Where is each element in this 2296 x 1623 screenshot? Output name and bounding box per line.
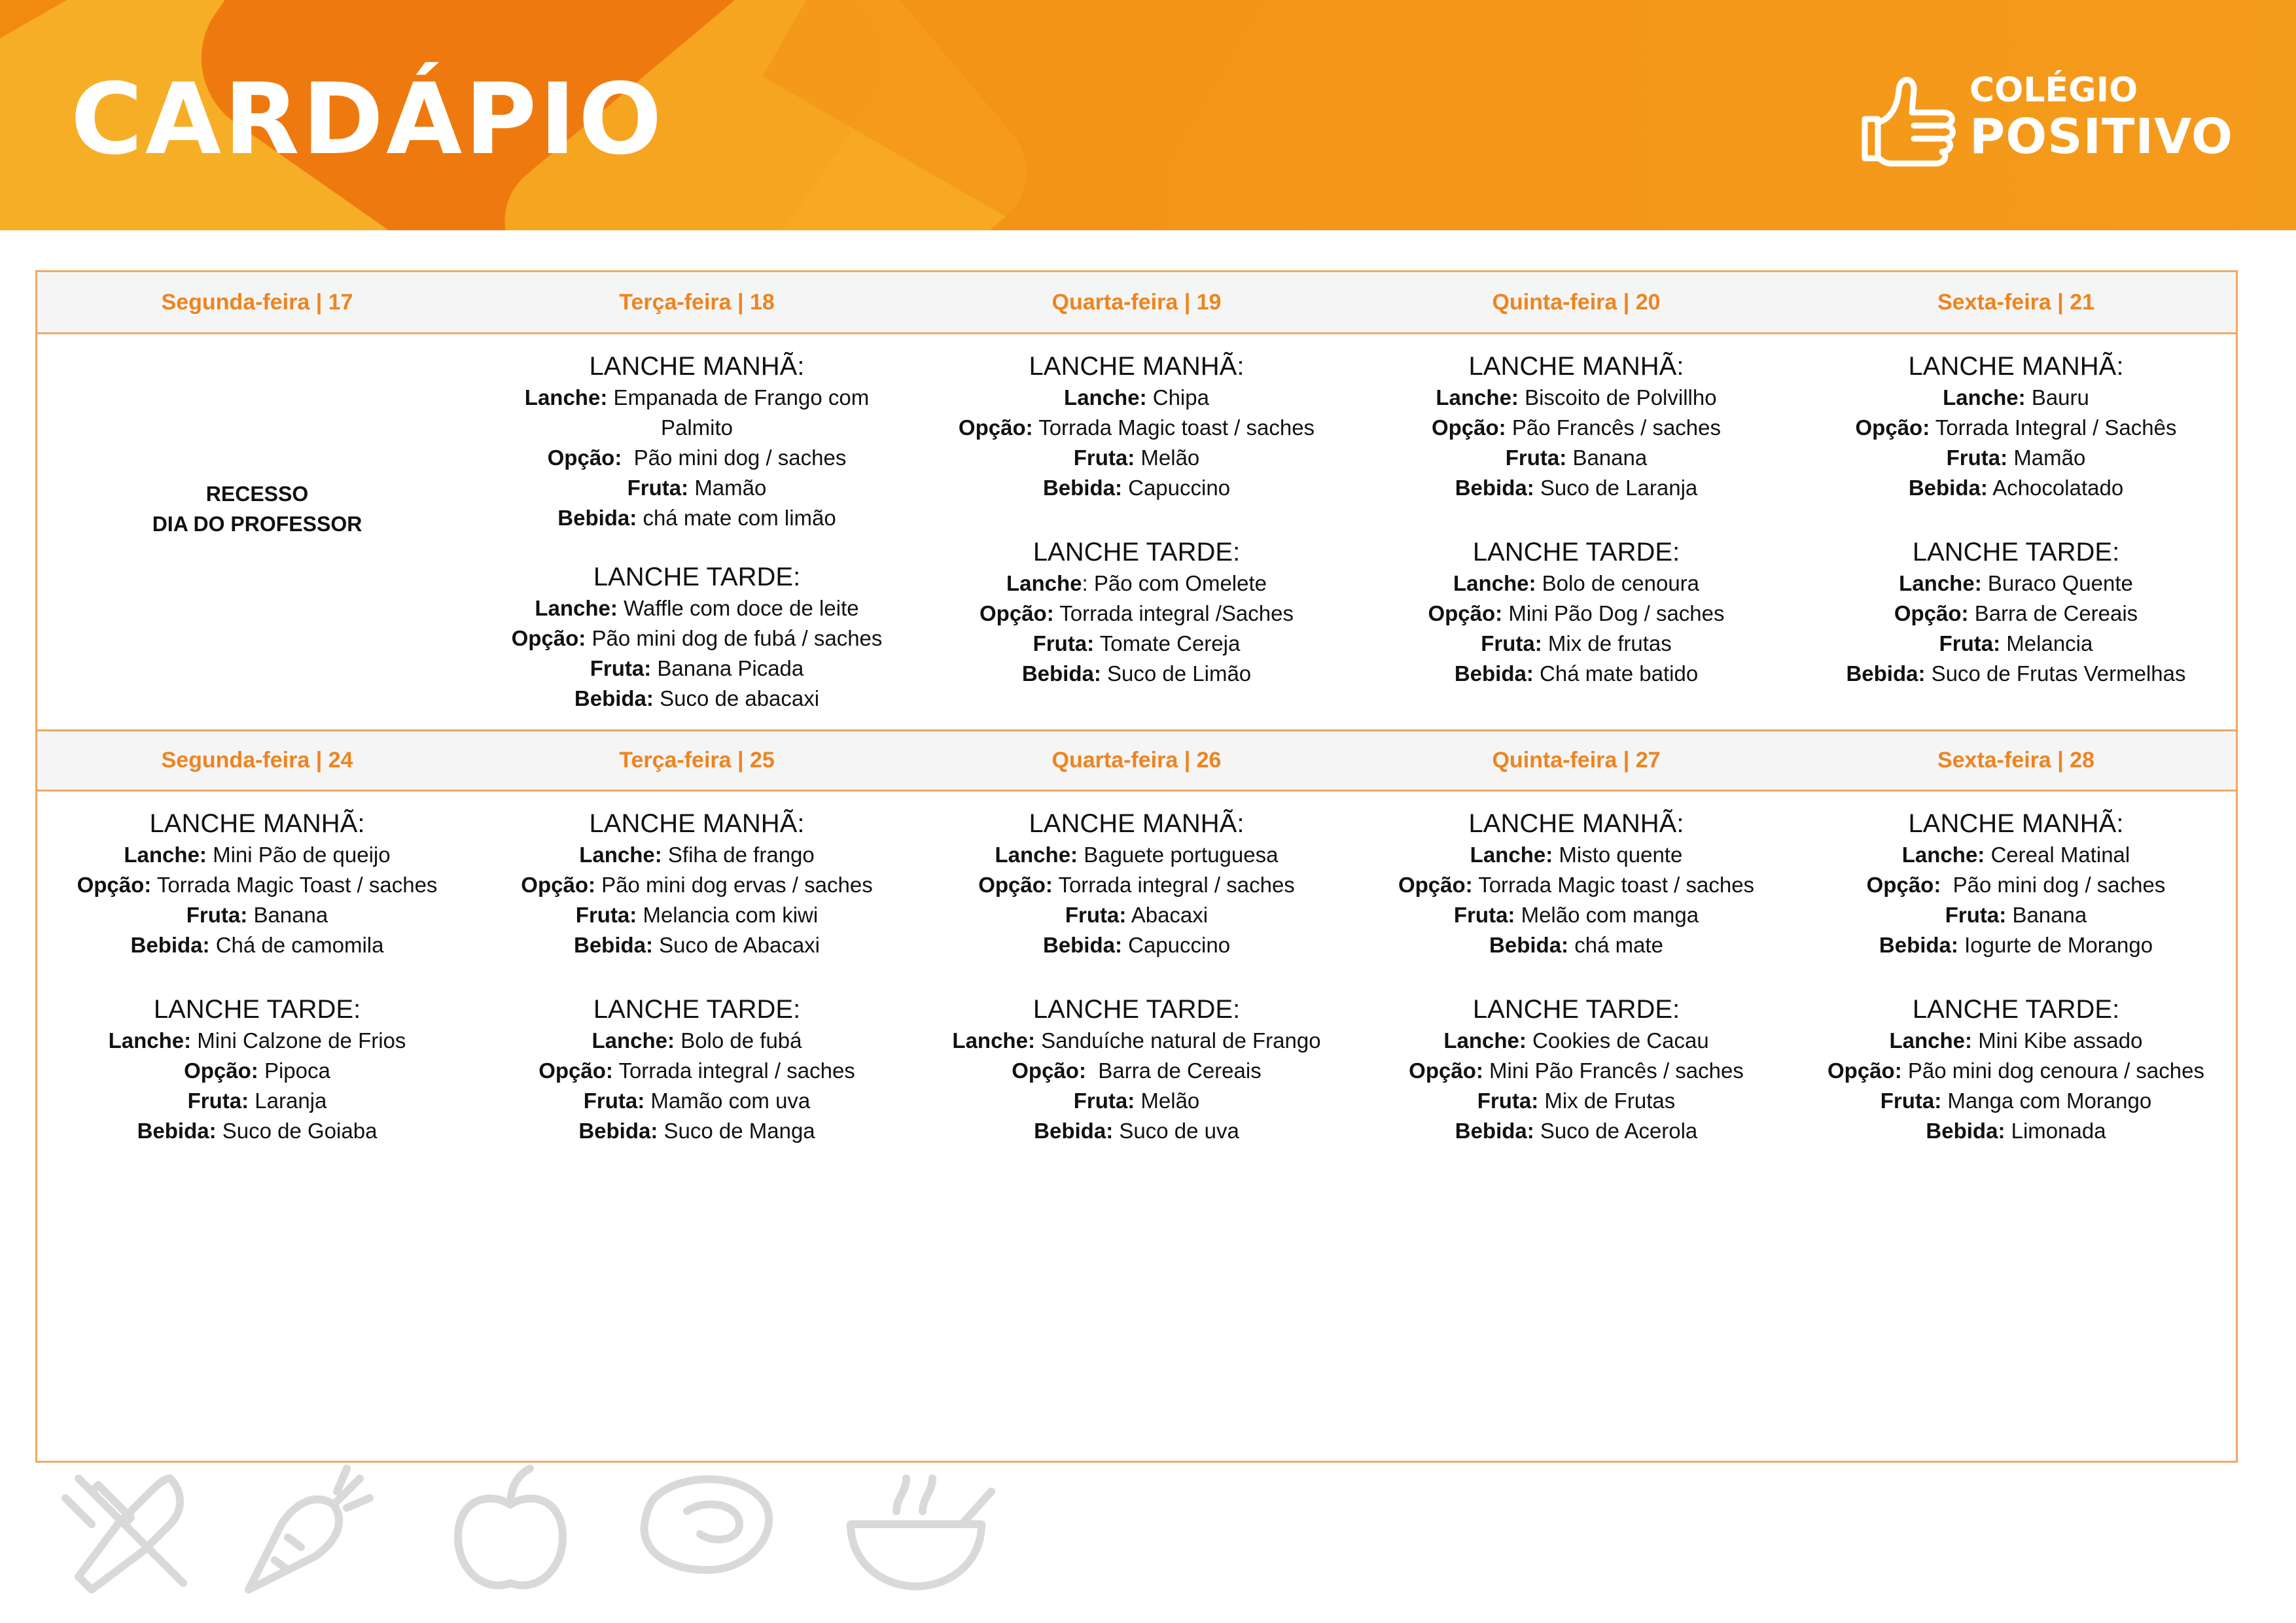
snack-line: Lanche: Bolo de fubá [592,1028,802,1053]
footer-food-icons [46,1459,1027,1609]
recess-reason: DIA DO PROFESSOR [152,512,362,536]
menu-cell-tue-18 [477,334,917,729]
day-header: Sexta-feira | 21 [1937,289,2095,315]
option-line: Opção: Torrada Integral / Sachês [1855,415,2177,440]
drink-line: Bebida: Chá de camomila [130,933,384,957]
fruit-line: Fruta: Melancia [1939,631,2093,655]
option-line: Opção: Torrada Magic toast / saches [1398,873,1755,897]
morning-snack-title: LANCHE MANHÃ: [589,809,805,838]
menu-cell-mon-24 [37,792,477,1459]
drink-line: Bebida: Suco de uva [1034,1119,1239,1143]
day-header: Segunda-feira | 17 [161,289,353,315]
fruit-line: Fruta: Banana [1945,903,2087,927]
fruit-line: Fruta: Laranja [187,1089,327,1113]
menu-cell-fri-21 [1796,334,2236,729]
morning-snack-title: LANCHE MANHÃ: [1908,352,2124,381]
fruit-line: Fruta: Melão [1073,445,1200,470]
snack-line: Lanche: Mini Calzone de Frios [108,1028,406,1053]
header-banner [0,0,2296,230]
snack-line: Lanche: Bauru [1943,385,2089,410]
cutlery-icon [52,1459,209,1603]
option-line: Opção: Barra de Cereais [1894,601,2138,625]
morning-snack-title: LANCHE MANHÃ: [589,352,805,381]
snack-line: Lanche: Biscoito de Polvillho [1436,385,1717,410]
fruit-line: Fruta: Banana Picada [590,656,804,680]
afternoon-snack-title: LANCHE TARDE: [1912,538,2120,567]
menu-cell-thu-27 [1356,792,1796,1459]
drink-line: Bebida: Suco de Acerola [1455,1119,1698,1143]
option-line: Opção: Mini Pão Dog / saches [1428,601,1725,625]
day-header: Terça-feira | 18 [619,289,775,315]
option-line: Opção: Pão mini dog de fubá / saches [511,626,883,650]
afternoon-snack-title: LANCHE TARDE: [1472,995,1680,1024]
option-line: Opção: Pão mini dog cenoura / saches [1828,1058,2204,1083]
morning-snack-title: LANCHE MANHÃ: [1908,809,2124,838]
drink-line: Bebida: Achocolatado [1908,476,2124,500]
bowl-icon [831,1459,1001,1603]
fruit-line: Fruta: Manga com Morango [1880,1089,2152,1113]
week1-content [37,334,2236,729]
drink-line: Bebida: Chá mate batido [1454,661,1699,686]
snack-line: Lanche: Pão com Omelete [1006,571,1267,595]
option-line: Opção: Torrada Magic Toast / saches [77,873,438,897]
week1-day-header [37,272,2236,334]
drink-line: Bebida: Capuccino [1042,476,1231,500]
morning-snack-title: LANCHE MANHÃ: [1029,809,1245,838]
logo-text-top: COLÉGIO [1969,71,2138,110]
drink-line: Bebida: Suco de Goiaba [137,1119,378,1143]
snack-line: Lanche: Cereal Matinal [1901,843,2130,867]
week2-day-header [37,729,2236,792]
afternoon-snack-title: LANCHE TARDE: [1033,538,1241,567]
menu-table [35,270,2238,1463]
day-header: Quarta-feira | 26 [1051,748,1222,773]
morning-snack-title: LANCHE MANHÃ: [1468,352,1684,381]
logo-text-bottom: POSITIVO [1969,109,2233,165]
drink-line: Bebida: Iogurte de Morango [1879,933,2153,957]
snack-line: Lanche: Buraco Quente [1899,571,2133,595]
snack-line: Lanche: Baguete portuguesa [995,843,1279,867]
snack-line: Lanche: Bolo de cenoura [1453,571,1700,595]
option-line: Opção: Torrada integral /Saches [980,601,1294,625]
day-header: Sexta-feira | 28 [1937,748,2095,773]
thumbs-up-icon [1852,60,1963,171]
morning-snack-title: LANCHE MANHÃ: [149,809,365,838]
fruit-line: Fruta: Melão [1073,1089,1200,1113]
steak-icon [628,1459,785,1590]
snack-line: Lanche: Sanduíche natural de Frango [952,1028,1321,1053]
snack-line: Lanche: Cookies de Cacau [1443,1028,1709,1053]
fruit-line: Fruta: Melancia com kiwi [575,903,819,927]
school-logo [1852,60,2233,171]
afternoon-snack-title: LANCHE TARDE: [593,995,801,1024]
drink-line: Bebida: chá mate com limão [557,506,836,530]
snack-line: Lanche: Waffle com doce de leite [535,596,859,620]
snack-line: Lanche: Empanada de Frango com [524,385,870,410]
snack-line: Lanche: Sfiha de frango [579,843,815,867]
option-line: Opção: Barra de Cereais [1012,1058,1262,1083]
option-line: Opção: Pão Francês / saches [1431,415,1721,440]
fruit-line: Fruta: Mix de frutas [1481,631,1672,655]
option-line: Opção: Pão mini dog / saches [547,445,847,470]
day-header: Quinta-feira | 20 [1492,289,1661,315]
day-header: Terça-feira | 25 [619,748,775,773]
morning-snack-title: LANCHE MANHÃ: [1029,352,1245,381]
fruit-line: Fruta: Banana [1505,445,1648,470]
carrot-icon [236,1459,380,1603]
fruit-line: Fruta: Tomate Cereja [1033,631,1241,655]
fruit-line: Fruta: Mamão [627,476,767,500]
fruit-line: Fruta: Banana [186,903,328,927]
option-line: Opção: Torrada integral / saches [539,1058,855,1083]
menu-cell-fri-28 [1796,792,2236,1459]
snack-line: Lanche: Misto quente [1470,843,1683,867]
day-header: Segunda-feira | 24 [161,748,353,773]
afternoon-snack-title: LANCHE TARDE: [593,563,801,591]
fruit-line: Fruta: Abacaxi [1065,903,1209,927]
fruit-line: Fruta: Mamão com uva [583,1089,811,1113]
snack-line: Lanche: Mini Kibe assado [1889,1028,2143,1053]
option-line: Opção: Pão mini dog ervas / saches [521,873,873,897]
fruit-line: Fruta: Mix de Frutas [1477,1089,1676,1113]
menu-cell-tue-25 [477,792,917,1459]
day-header: Quinta-feira | 27 [1492,748,1661,773]
week2-content [37,792,2236,1459]
snack-line-cont: Palmito [660,415,733,440]
drink-line: Bebida: Suco de Laranja [1455,476,1698,500]
fruit-line: Fruta: Mamão [1946,445,2086,470]
fruit-line: Fruta: Melão com manga [1453,903,1699,927]
snack-line: Lanche: Chipa [1064,385,1209,410]
option-line: Opção: Torrada integral / saches [978,873,1295,897]
drink-line: Bebida: Limonada [1926,1119,2106,1143]
menu-cell-mon-17 [37,334,477,729]
snack-line: Lanche: Mini Pão de queijo [124,843,391,867]
morning-snack-title: LANCHE MANHÃ: [1468,809,1684,838]
page-title: CARDÁPIO [71,63,665,177]
drink-line: Bebida: Suco de Manga [578,1119,815,1143]
apple-icon [438,1459,582,1603]
menu-cell-thu-20 [1356,334,1796,729]
option-line: Opção: Mini Pão Francês / saches [1409,1058,1744,1083]
drink-line: Bebida: Suco de abacaxi [574,686,820,710]
afternoon-snack-title: LANCHE TARDE: [1472,538,1680,567]
drink-line: Bebida: Capuccino [1042,933,1231,957]
drink-line: Bebida: Suco de Limão [1021,661,1252,686]
drink-line: Bebida: Suco de Frutas Vermelhas [1846,661,2186,686]
afternoon-snack-title: LANCHE TARDE: [153,995,361,1024]
day-header: Quarta-feira | 19 [1051,289,1222,315]
option-line: Opção: Pipoca [184,1058,330,1083]
option-line: Opção: Torrada Magic toast / saches [958,415,1315,440]
afternoon-snack-title: LANCHE TARDE: [1033,995,1241,1024]
recess-label: RECESSO [205,482,309,506]
option-line: Opção: Pão mini dog / saches [1866,873,2166,897]
drink-line: Bebida: Suco de Abacaxi [573,933,821,957]
menu-cell-wed-19 [917,334,1356,729]
drink-line: Bebida: chá mate [1489,933,1663,957]
afternoon-snack-title: LANCHE TARDE: [1912,995,2120,1024]
menu-cell-wed-26 [917,792,1356,1459]
